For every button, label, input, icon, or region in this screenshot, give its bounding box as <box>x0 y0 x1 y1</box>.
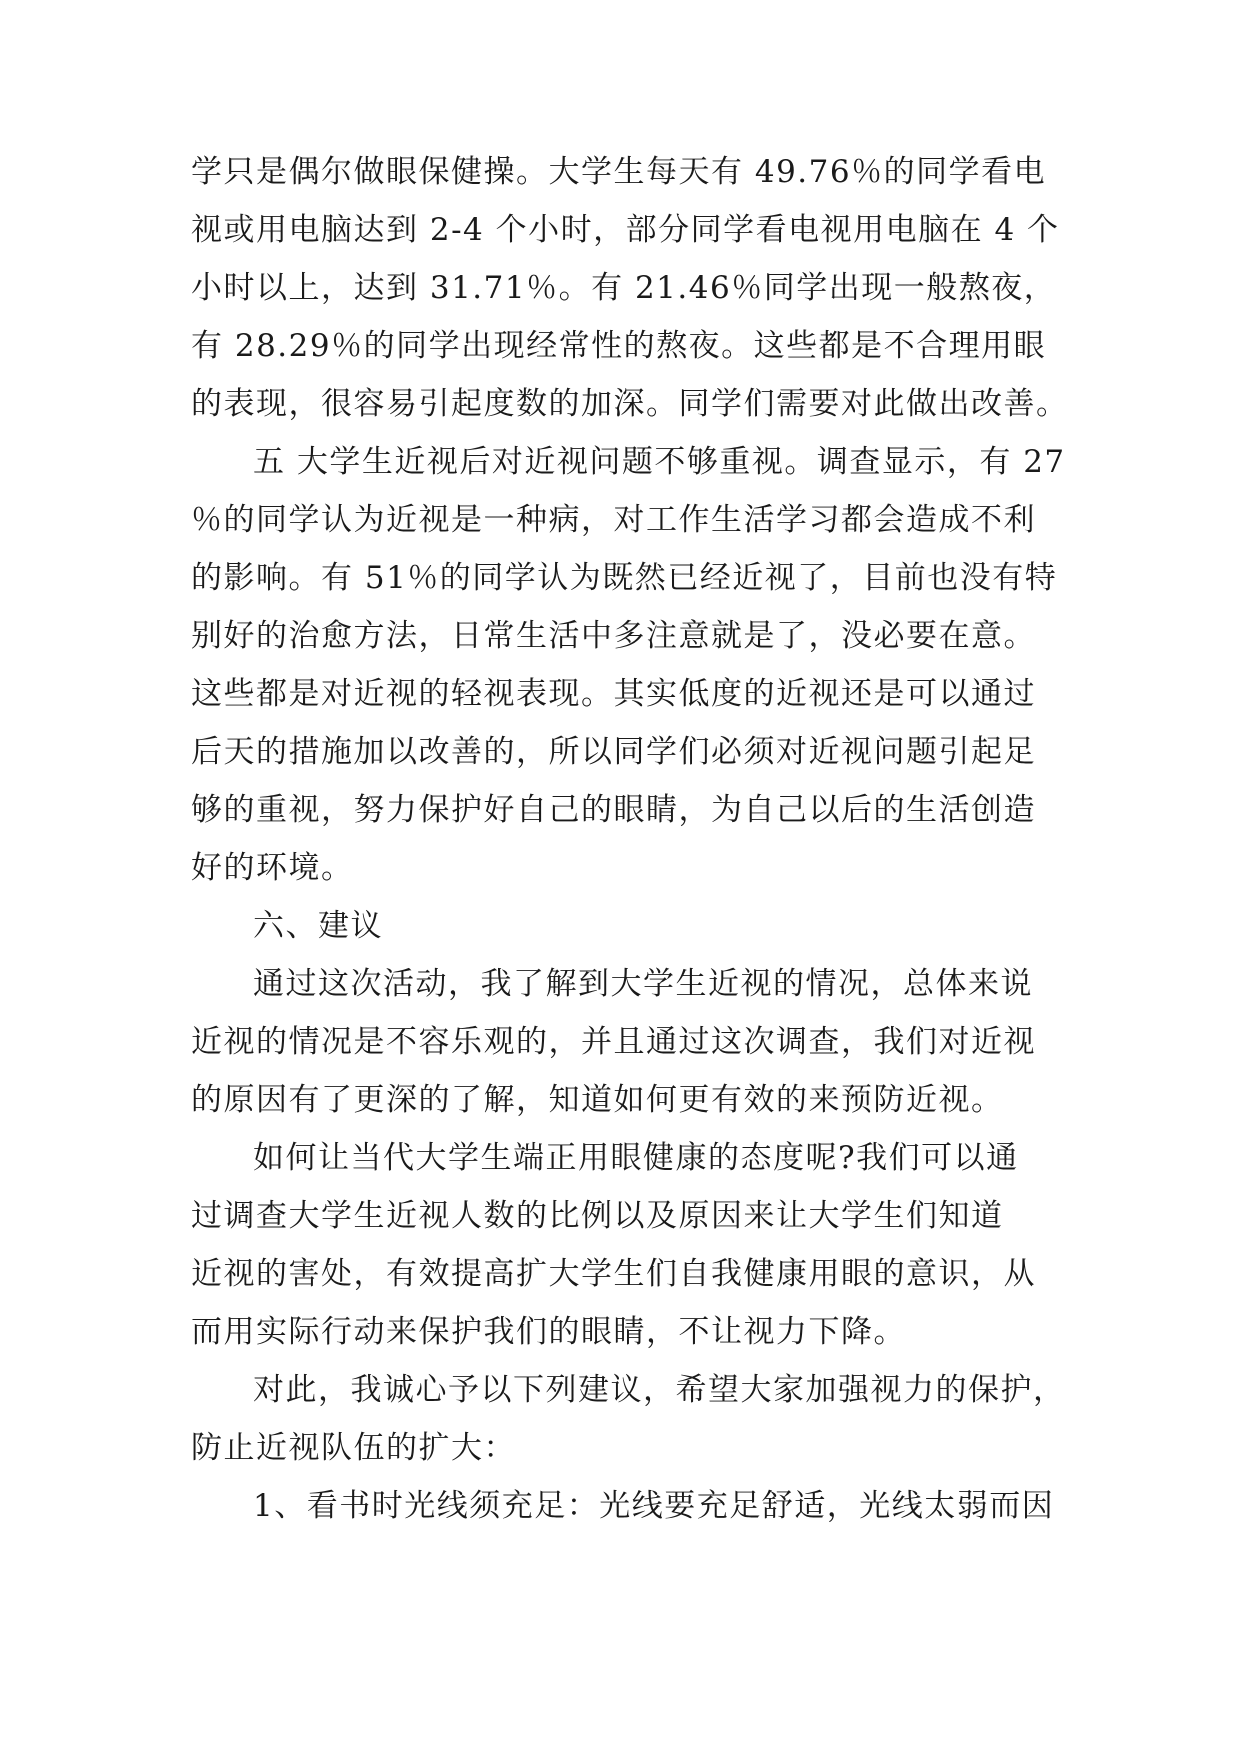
text-line: ％的同学认为近视是一种病，对工作生活学习都会造成不利 <box>191 502 1036 538</box>
paragraph-start-line: 通过这次活动，我了解到大学生近视的情况，总体来说 <box>253 966 1033 1002</box>
text-line: 近视的情况是不容乐观的，并且通过这次调查，我们对近视 <box>191 1024 1036 1060</box>
text-line: 有 28.29％的同学出现经常性的熬夜。这些都是不合理用眼 <box>191 328 1047 364</box>
paragraph-start-line: 五 大学生近视后对近视问题不够重视。调查显示，有 27 <box>253 444 1066 480</box>
text-line: 好的环境。 <box>191 850 354 886</box>
text-line: 后天的措施加以改善的，所以同学们必须对近视问题引起足 <box>191 734 1036 770</box>
list-item-line: 1、看书时光线须充足：光线要充足舒适，光线太弱而因 <box>253 1488 1055 1524</box>
text-line: 的表现，很容易引起度数的加深。同学们需要对此做出改善。 <box>191 386 1069 422</box>
text-line: 够的重视，努力保护好自己的眼睛，为自己以后的生活创造 <box>191 792 1036 828</box>
text-line: 而用实际行动来保护我们的眼睛，不让视力下降。 <box>191 1314 906 1350</box>
text-line: 小时以上，达到 31.71％。有 21.46％同学出现一般熬夜， <box>191 270 1057 306</box>
paragraph-start-line: 如何让当代大学生端正用眼健康的态度呢?我们可以通 <box>253 1140 1019 1176</box>
text-line: 的原因有了更深的了解，知道如何更有效的来预防近视。 <box>191 1082 1004 1118</box>
section-heading: 六、建议 <box>253 908 383 944</box>
paragraph-start-line: 对此，我诚心予以下列建议，希望大家加强视力的保护， <box>253 1372 1066 1408</box>
text-line: 的影响。有 51％的同学认为既然已经近视了，目前也没有特 <box>191 560 1058 596</box>
text-line: 过调查大学生近视人数的比例以及原因来让大学生们知道 <box>191 1198 1004 1234</box>
text-line: 别好的治愈方法，日常生活中多注意就是了，没必要在意。 <box>191 618 1036 654</box>
text-line: 视或用电脑达到 2-4 个小时，部分同学看电视用电脑在 4 个 <box>191 212 1060 248</box>
text-line: 学只是偶尔做眼保健操。大学生每天有 49.76％的同学看电 <box>191 154 1047 190</box>
text-line: 这些都是对近视的轻视表现。其实低度的近视还是可以通过 <box>191 676 1036 712</box>
text-line: 近视的害处，有效提高扩大学生们自我健康用眼的意识，从 <box>191 1256 1036 1292</box>
text-line: 防止近视队伍的扩大： <box>191 1430 516 1466</box>
